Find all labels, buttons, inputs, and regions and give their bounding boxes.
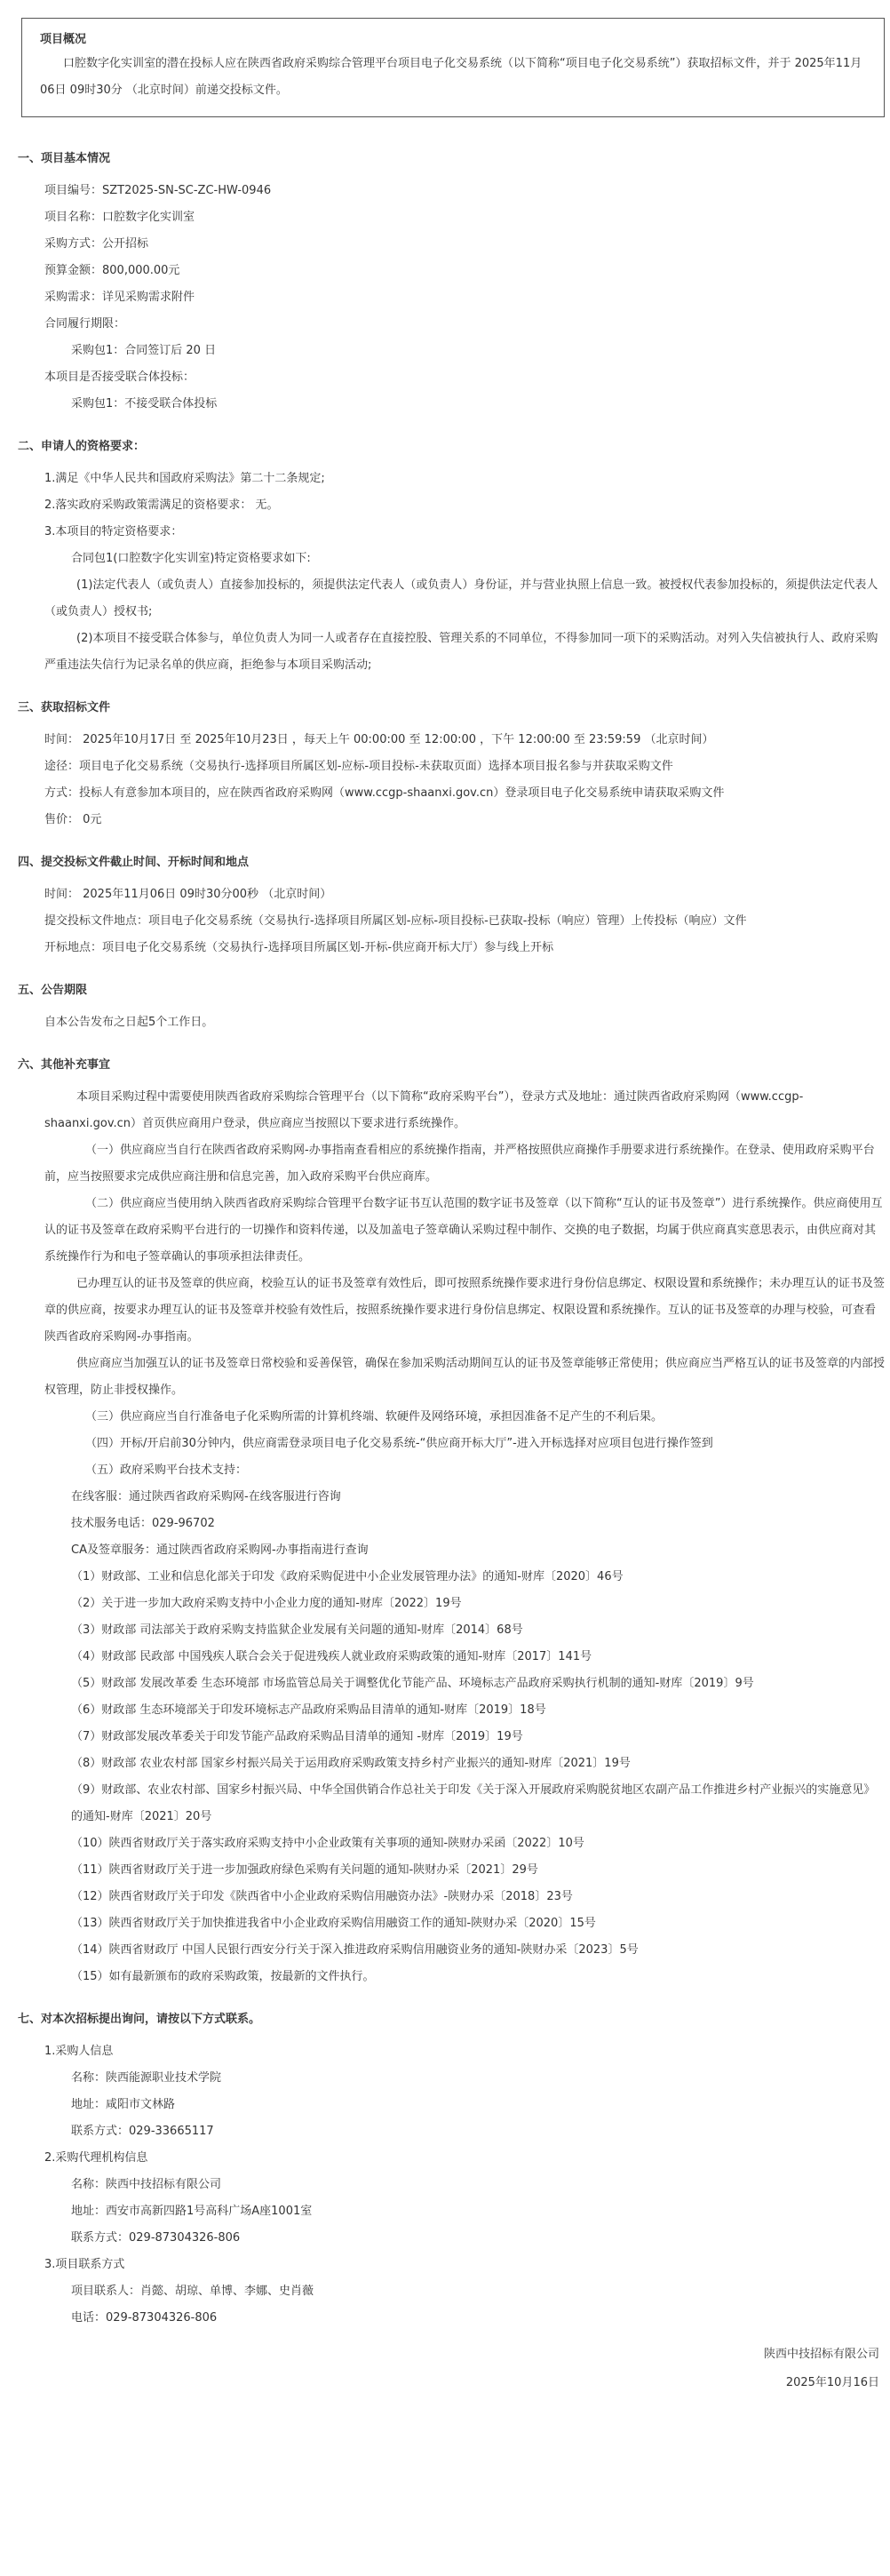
regulation-4: （4）财政部 民政部 中国残疾人联合会关于促进残疾人就业政府采购政策的通知-财库〔2017〕141号 bbox=[71, 1650, 592, 1663]
consortium-value: 采购包1：不接受联合体投标 bbox=[71, 397, 218, 411]
ca-service: CA及签章服务：通过陕西省政府采购网-办事指南进行查询 bbox=[71, 1543, 369, 1557]
regulation-9: （9）财政部、农业农村部、国家乡村振兴局、中华全国供销合作总社关于印发《关于深入开展政府采购脱贫地区农副产品工作推进乡村产业振兴的实施意见》的通知-财库〔2021〕20号 bbox=[71, 1783, 876, 1823]
section-3-title: 三、获取招标文件 bbox=[18, 701, 111, 714]
supplement-5: （五）政府采购平台技术支持： bbox=[85, 1463, 248, 1477]
contact-people: 项目联系人：肖懿、胡琼、单博、李娜、史肖薇 bbox=[71, 2285, 314, 2298]
deadline-time: 时间： 2025年11月06日 09时30分00秒 （北京时间） bbox=[44, 888, 332, 901]
submit-location: 提交投标文件地点：项目电子化交易系统（交易执行-选择项目所属区划-应标-项目投标-已获取-投标（响应）管理）上传投标（响应）文件 bbox=[44, 914, 747, 928]
project-name: 项目名称：口腔数字化实训室 bbox=[44, 211, 195, 224]
section-4-body bbox=[18, 881, 885, 961]
section-6-title: 六、其他补充事宜 bbox=[18, 1058, 111, 1072]
procurement-method: 采购方式：公开招标 bbox=[44, 237, 149, 251]
online-service: 在线客服：通过陕西省政府采购网-在线客服进行咨询 bbox=[71, 1490, 341, 1503]
regulation-1: （1）财政部、工业和信息化部关于印发《政府采购促进中小企业发展管理办法》的通知-财库〔2020〕46号 bbox=[71, 1570, 624, 1583]
procurement-demand: 采购需求：详见采购需求附件 bbox=[44, 291, 195, 304]
agent-phone: 联系方式：029-87304326-806 bbox=[71, 2231, 241, 2245]
overview-text: 口腔数字化实训室的潜在投标人应在陕西省政府采购综合管理平台项目电子化交易系统（以下简称“项目电子化交易系统”）获取招标文件，并于 2025年11月06日 09时30分 （北京时间）前递交投标文件。 bbox=[40, 57, 862, 97]
buyer-address: 地址：咸阳市文林路 bbox=[71, 2098, 176, 2111]
regulation-5: （5）财政部 发展改革委 生态环境部 市场监管总局关于调整优化节能产品、环境标志产品政府采购执行机制的通知-财库〔2019〕9号 bbox=[71, 1677, 754, 1690]
tech-phone: 技术服务电话：029-96702 bbox=[71, 1517, 215, 1530]
qualification-3a: 合同包1(口腔数字化实训室)特定资格要求如下: bbox=[71, 552, 311, 565]
supplement-2: （二）供应商应当使用纳入陕西省政府采购综合管理平台数字证书互认范围的数字证书及签章（以下简称“互认的证书及签章”）进行系统操作。供应商使用互认的证书及签章在政府采购平台进行的一切操作和资料传递，以及加盖电子签章确认采购过程中制作、交换的电子数据，均属于供应商真实意思表示，由供应商对其系统操作行为和电子签章确认的事项承担法律责任。 bbox=[44, 1197, 883, 1264]
regulation-7: （7）财政部发展改革委关于印发节能产品政府采购品目清单的通知 -财库〔2019〕19号 bbox=[71, 1730, 523, 1743]
contract-period-label: 合同履行期限： bbox=[44, 317, 126, 331]
agent-info-heading: 2.采购代理机构信息 bbox=[44, 2151, 148, 2165]
qualification-2: 2.落实政府采购政策需满足的资格要求： 无。 bbox=[44, 498, 279, 512]
section-7-body bbox=[18, 2038, 885, 2332]
regulation-14: （14）陕西省财政厅 中国人民银行西安分行关于深入推进政府采购信用融资业务的通知-陕财办采〔2023〕5号 bbox=[71, 1943, 639, 1957]
obtain-method: 方式：投标人有意参加本项目的，应在陕西省政府采购网（www.ccgp-shaanxi.gov.cn）登录项目电子化交易系统申请获取采购文件 bbox=[44, 786, 725, 800]
obtain-price: 售价： 0元 bbox=[44, 813, 102, 826]
qualification-1: 1.满足《中华人民共和国政府采购法》第二十二条规定; bbox=[44, 472, 325, 485]
regulation-3: （3）财政部 司法部关于政府采购支持监狱企业发展有关问题的通知-财库〔2014〕68号 bbox=[71, 1623, 523, 1637]
project-number: 项目编号：SZT2025-SN-SC-ZC-HW-0946 bbox=[44, 184, 272, 197]
overview-title: 项目概况 bbox=[40, 33, 87, 46]
section-2-body bbox=[18, 466, 885, 679]
qualification-3: 3.本项目的特定资格要求： bbox=[44, 525, 183, 538]
regulation-13: （13）陕西省财政厅关于加快推进我省中小企业政府采购信用融资工作的通知-陕财办采〔2020〕15号 bbox=[71, 1917, 596, 1930]
supplement-3: （三）供应商应当自行准备电子化采购所需的计算机终端、软硬件及网络环境，承担因准备不足产生的不利后果。 bbox=[85, 1410, 664, 1424]
section-7-title: 七、对本次招标提出询问，请按以下方式联系。 bbox=[18, 2013, 261, 2026]
supplement-2-cert: 已办理互认的证书及签章的供应商，校验互认的证书及签章有效性后，即可按照系统操作要求进行身份信息绑定、权限设置和系统操作；未办理互认的证书及签章的供应商，按要求办理互认的证书及签章并校验有效性后，按照系统操作要求进行身份信息绑定、权限设置和系统操作。互认的证书及签章的办理与校验，可查看陕西省政府采购网-办事指南。 bbox=[44, 1277, 886, 1344]
buyer-phone: 联系方式：029-33665117 bbox=[71, 2125, 214, 2138]
announcement-period: 自本公告发布之日起5个工作日。 bbox=[44, 1016, 214, 1029]
regulation-8: （8）财政部 农业农村部 国家乡村振兴局关于运用政府采购政策支持乡村产业振兴的通知-财库〔2021〕19号 bbox=[71, 1757, 631, 1770]
section-5-title: 五、公告期限 bbox=[18, 984, 88, 997]
regulation-11: （11）陕西省财政厅关于进一步加强政府绿色采购有关问题的通知-陕财办采〔2021〕29号 bbox=[71, 1863, 538, 1877]
section-2-title: 二、申请人的资格要求： bbox=[18, 440, 146, 453]
signature-org: 陕西中技招标有限公司 bbox=[763, 2348, 879, 2361]
qualification-3c: (2)本项目不接受联合体参与，单位负责人为同一人或者存在直接控股、管理关系的不同单位，不得参加同一项下的采购活动。对列入失信被执行人、政府采购严重违法失信行为记录名单的供应商，拒绝参与本项目采购活动; bbox=[44, 632, 878, 672]
qualification-3b: (1)法定代表人（或负责人）直接参加投标的，须提供法定代表人（或负责人）身份证，并与营业执照上信息一致。被授权代表参加投标的，须提供法定代表人（或负责人）授权书; bbox=[44, 578, 878, 618]
buyer-info-heading: 1.采购人信息 bbox=[44, 2045, 114, 2058]
agent-name: 名称：陕西中技招标有限公司 bbox=[71, 2178, 222, 2191]
supplement-intro: 本项目采购过程中需要使用陕西省政府采购综合管理平台（以下简称“政府采购平台”），登录方式及地址：通过陕西省政府采购网（www.ccgp-shaanxi.gov.cn）首页供应商用户登录，供应商应当按照以下要求进行系统操作。 bbox=[44, 1090, 804, 1130]
regulation-12: （12）陕西省财政厅关于印发《陕西省中小企业政府采购信用融资办法》-陕财办采〔2018〕23号 bbox=[71, 1890, 573, 1903]
section-4-title: 四、提交投标文件截止时间、开标时间和地点 bbox=[18, 856, 250, 869]
supplement-4: （四）开标/开启前30分钟内，供应商需登录项目电子化交易系统-“供应商开标大厅”-进入开标选择对应项目包进行操作签到 bbox=[85, 1437, 713, 1450]
section-1-body bbox=[18, 178, 885, 418]
regulation-2: （2）关于进一步加大政府采购支持中小企业力度的通知-财库〔2022〕19号 bbox=[71, 1597, 462, 1610]
announcement-page bbox=[0, 18, 890, 2397]
agent-address: 地址：西安市高新四路1号高科广场A座1001室 bbox=[71, 2205, 313, 2218]
section-3-body bbox=[18, 727, 885, 833]
obtain-time: 时间： 2025年10月17日 至 2025年10月23日 ，每天上午 00:00:00 至 12:00:00 ，下午 12:00:00 至 23:59:59 （北京时间） bbox=[44, 733, 714, 746]
consortium-label: 本项目是否接受联合体投标： bbox=[44, 371, 195, 384]
signature-date: 2025年10月16日 bbox=[785, 2376, 879, 2389]
section-6-body bbox=[18, 1084, 885, 1990]
regulation-6: （6）财政部 生态环境部关于印发环境标志产品政府采购品目清单的通知-财库〔2019〕18号 bbox=[71, 1703, 546, 1717]
contact-heading: 3.项目联系方式 bbox=[44, 2258, 125, 2271]
buyer-name: 名称：陕西能源职业技术学院 bbox=[71, 2071, 222, 2085]
contact-phone: 电话：029-87304326-806 bbox=[71, 2311, 218, 2325]
contract-period-value: 采购包1：合同签订后 20 日 bbox=[71, 344, 217, 357]
budget-amount: 预算金额：800,000.00元 bbox=[44, 264, 180, 277]
obtain-way: 途径：项目电子化交易系统（交易执行-选择项目所属区划-应标-项目投标-未获取页面）选择本项目报名参与并获取采购文件 bbox=[44, 760, 673, 773]
regulation-15: （15）如有最新颁布的政府采购政策，按最新的文件执行。 bbox=[71, 1970, 375, 1983]
regulation-10: （10）陕西省财政厅关于落实政府采购支持中小企业政策有关事项的通知-陕财办采函〔2022〕10号 bbox=[71, 1837, 584, 1850]
signature-block bbox=[18, 2341, 885, 2397]
section-1-title: 一、项目基本情况 bbox=[18, 152, 111, 165]
supplement-1: （一）供应商应当自行在陕西省政府采购网-办事指南查看相应的系统操作指南，并严格按照供应商操作手册要求进行系统操作。在登录、使用政府采购平台前，应当按照要求完成供应商注册和信息完善，加入政府采购平台供应商库。 bbox=[44, 1144, 875, 1184]
supplement-2-keep: 供应商应当加强互认的证书及签章日常校验和妥善保管，确保在参加采购活动期间互认的证书及签章能够正常使用；供应商应当严格互认的证书及签章的内部授权管理，防止非授权操作。 bbox=[44, 1357, 886, 1397]
opening-location: 开标地点：项目电子化交易系统（交易执行-选择项目所属区划-开标-供应商开标大厅）参与线上开标 bbox=[44, 941, 554, 954]
project-overview-box bbox=[21, 18, 885, 117]
section-5-body bbox=[18, 1009, 885, 1036]
